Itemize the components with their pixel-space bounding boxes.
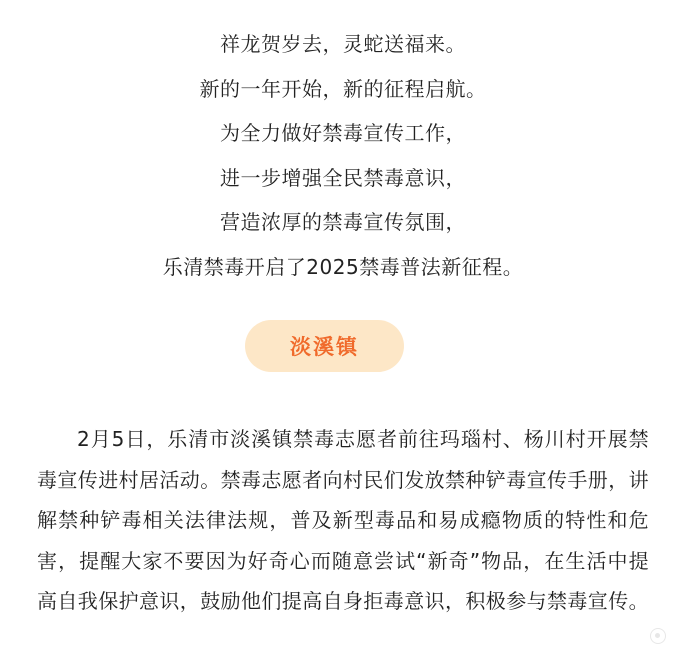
intro-line-3: 为全力做好禁毒宣传工作， (220, 121, 466, 145)
section-title: 淡溪镇 (290, 335, 359, 359)
section-title-pill (245, 320, 404, 372)
watermark (650, 628, 666, 644)
intro-line-4: 进一步增强全民禁毒意识， (220, 165, 466, 190)
intro-line-6: 乐清禁毒开启了2025禁毒普法新征程。 (162, 254, 524, 279)
article-paragraph: 2月5日，乐清市淡溪镇禁毒志愿者前往玛瑙村、杨川村开展禁毒宣传进村居活动。禁毒志愿者向村民们发放禁种铲毒宣传手册，讲解禁种铲毒相关法律法规，普及新型毒品和易成瘾物质的特性和危害，提醒大家不要因为好奇心而随意尝试“新奇”物品，在生活中提高自我保护意识，鼓励他们提高自身拒毒意识，积极参与禁毒宣传。 (37, 427, 649, 613)
intro-line-1: 祥龙贺岁去，灵蛇送福来。 (220, 32, 466, 56)
intro-line-2: 新的一年开始，新的征程启航。 (199, 76, 487, 101)
intro-line-5: 营造浓厚的禁毒宣传氛围， (220, 210, 466, 234)
intro-block (0, 22, 686, 289)
watermark-logo-icon (650, 628, 666, 644)
